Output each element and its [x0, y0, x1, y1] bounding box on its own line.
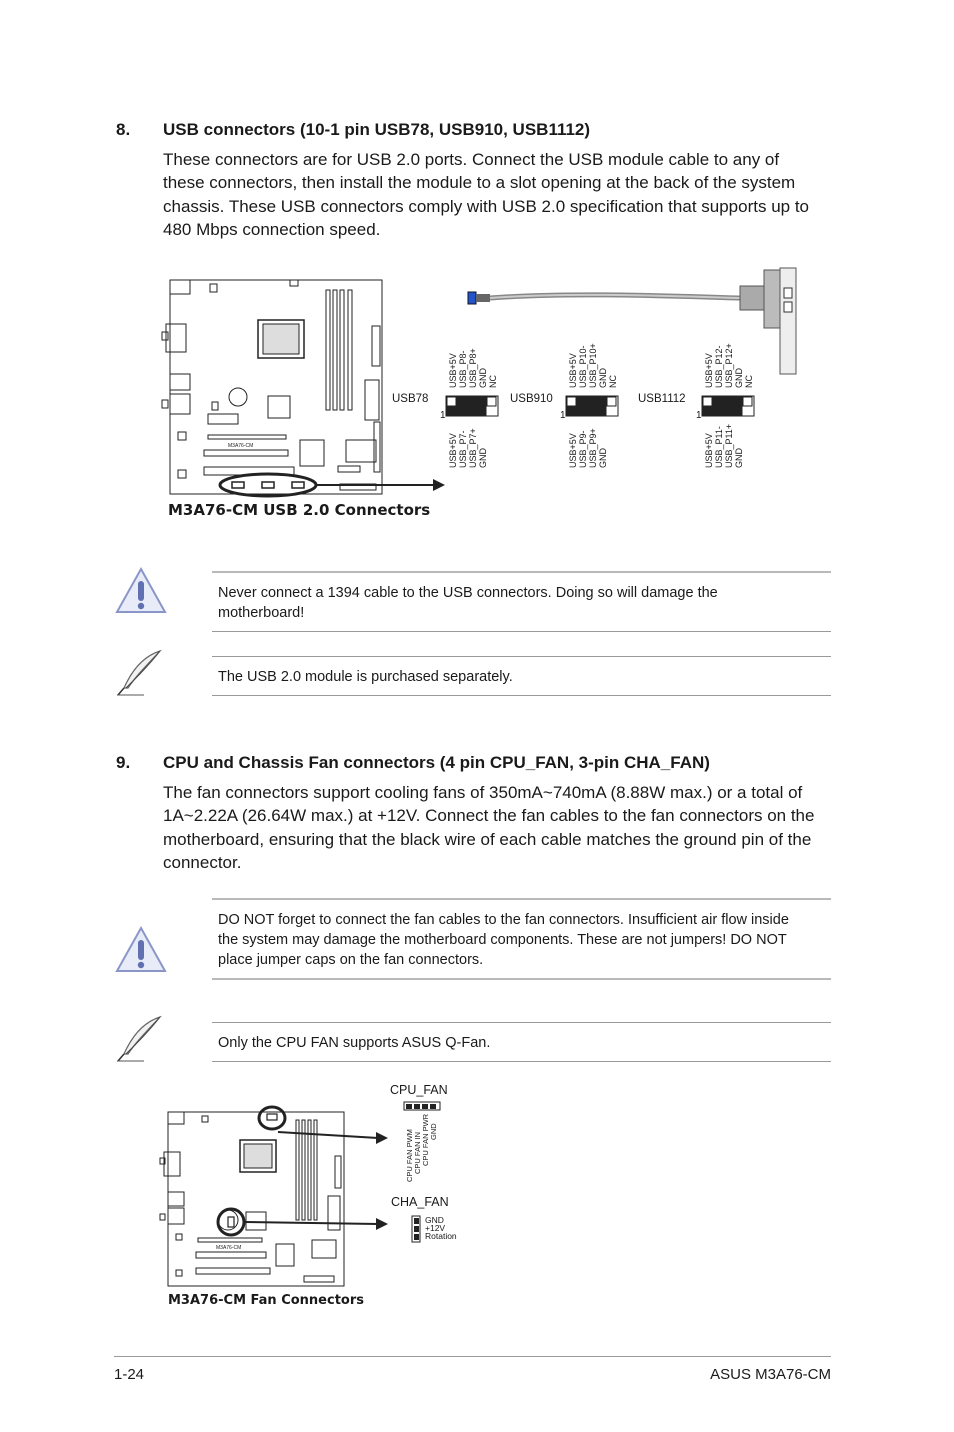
connector-name: CHA_FAN [391, 1195, 449, 1209]
pin-label: Rotation [425, 1231, 457, 1241]
divider [212, 571, 831, 573]
divider [212, 695, 831, 696]
divider [212, 1061, 831, 1062]
paragraph-line: 480 Mbps connection speed. [163, 219, 381, 239]
pin-label: USB+5V [448, 353, 458, 388]
pin-label: NC [488, 375, 498, 388]
pin-label: USB+5V [568, 433, 578, 468]
pin-label: USB+5V [448, 433, 458, 468]
pin-label: USB_P12- [714, 345, 724, 388]
usb-diagram-caption: M3A76-CM USB 2.0 Connectors [168, 501, 431, 519]
fan-connectors-diagram [150, 1074, 490, 1294]
paragraph-line: motherboard, ensuring that the black wire of each cable matches the ground pin of the [163, 829, 812, 849]
connector-name: USB1112 [638, 393, 686, 405]
pin-label: GND [425, 1215, 444, 1225]
pin-label: USB_P10- [578, 345, 588, 388]
pin-label: USB+5V [568, 353, 578, 388]
usb910-connector [510, 343, 618, 468]
paragraph-line: chassis. These USB connectors comply with USB 2.0 specification that supports up to [163, 196, 809, 216]
paragraph-line: These connectors are for USB 2.0 ports. Connect the USB module cable to any of [163, 150, 780, 169]
section-9-paragraph [163, 781, 843, 874]
warning-line: place jumper caps on the fan connectors. [218, 952, 484, 968]
board-label: M3A76-CM [216, 1245, 242, 1251]
cha-fan-connector [391, 1195, 457, 1242]
warning-line: DO NOT forget to connect the fan cables to the fan connectors. Insufficient air flow inside [218, 912, 789, 928]
pin-label: USB_P11- [714, 426, 724, 468]
pin1-label: 1 [696, 410, 702, 421]
pin-label: GND [478, 448, 488, 468]
fan-diagram-caption: M3A76-CM Fan Connectors [168, 1293, 365, 1308]
pin-label: USB_P10+ [588, 343, 598, 388]
pin-label: NC [608, 375, 618, 388]
warning-1-text [218, 583, 718, 623]
pin-label: USB_P11+ [724, 423, 734, 468]
connector-name: USB78 [392, 393, 429, 405]
connector-name: USB910 [510, 393, 553, 405]
warning-icon [114, 925, 168, 975]
pin-label: USB_P12+ [724, 343, 734, 388]
paragraph-line: these connectors, then install the module to a slot opening at the back of the system [163, 173, 796, 193]
board-label: M3A76-CM [228, 443, 254, 449]
pin-label: CPU FAN IN [413, 1131, 422, 1174]
paragraph-line: 1A~2.22A (26.64W max.) at +12V. Connect the fan cables to the fan connectors on the [163, 806, 815, 826]
warning-line: motherboard! [218, 605, 305, 621]
note-2-text: Only the CPU FAN supports ASUS Q-Fan. [218, 1035, 491, 1051]
divider [212, 631, 831, 632]
usb-connectors-diagram [150, 262, 840, 532]
pin-label: GND [429, 1123, 438, 1140]
footer-divider [114, 1356, 831, 1357]
section-8-number: 8. [116, 120, 131, 139]
motherboard-illustration [162, 280, 445, 496]
cpu-fan-connector [390, 1083, 448, 1182]
warning-line: Never connect a 1394 cable to the USB connectors. Doing so will damage the [218, 585, 718, 601]
pin-label: GND [598, 368, 608, 388]
pin-label: GND [478, 368, 488, 388]
divider [212, 656, 831, 657]
pin-label: USB_P7- [458, 430, 468, 468]
pin1-label: 1 [560, 410, 566, 421]
pin-label: USB_P9- [578, 430, 588, 468]
warning-line: the system may damage the motherboard components. These are not jumpers! DO NOT [218, 932, 787, 948]
section-9-title: CPU and Chassis Fan connectors (4 pin CPU_FAN, 3-pin CHA_FAN) [163, 753, 710, 772]
pin-label: USB_P8+ [468, 348, 478, 388]
note-1-text: The USB 2.0 module is purchased separately. [218, 669, 513, 685]
section-8-title: USB connectors (10-1 pin USB78, USB910, USB1112) [163, 120, 591, 139]
connector-name: CPU_FAN [390, 1083, 448, 1097]
divider [212, 978, 831, 980]
motherboard-illustration [160, 1107, 388, 1286]
section-9-number: 9. [116, 753, 131, 772]
pin-label: NC [744, 375, 754, 388]
quill-note-icon [114, 648, 164, 698]
paragraph-line: The fan connectors support cooling fans of 350mA~740mA (8.88W max.) or a total of [163, 783, 803, 802]
usb-module-cable-illustration [468, 268, 796, 374]
pin-label: GND [734, 448, 744, 468]
divider [212, 898, 831, 900]
page-number: 1-24 [114, 1366, 145, 1383]
usb78-connector [392, 348, 498, 468]
quill-note-icon [114, 1014, 164, 1064]
pin-label: GND [598, 448, 608, 468]
pin-label: GND [734, 368, 744, 388]
usb1112-connector [638, 343, 754, 468]
pin-label: USB_P9+ [588, 428, 598, 468]
pin-label: USB_P7+ [468, 428, 478, 468]
pin-label: USB_P8- [458, 350, 468, 388]
pin1-label: 1 [440, 410, 446, 421]
pin-label: CPU FAN PWR [421, 1113, 430, 1166]
divider [212, 1022, 831, 1023]
pin-label: +12V [425, 1223, 446, 1233]
pin-label: CPU FAN PWM [405, 1129, 414, 1182]
pin-label: USB+5V [704, 353, 714, 388]
paragraph-line: connector. [163, 852, 242, 872]
section-8-paragraph [163, 148, 843, 241]
warning-2-text [218, 910, 789, 970]
pin-label: USB+5V [704, 433, 714, 468]
warning-icon [114, 566, 168, 616]
product-name: ASUS M3A76-CM [710, 1366, 831, 1383]
